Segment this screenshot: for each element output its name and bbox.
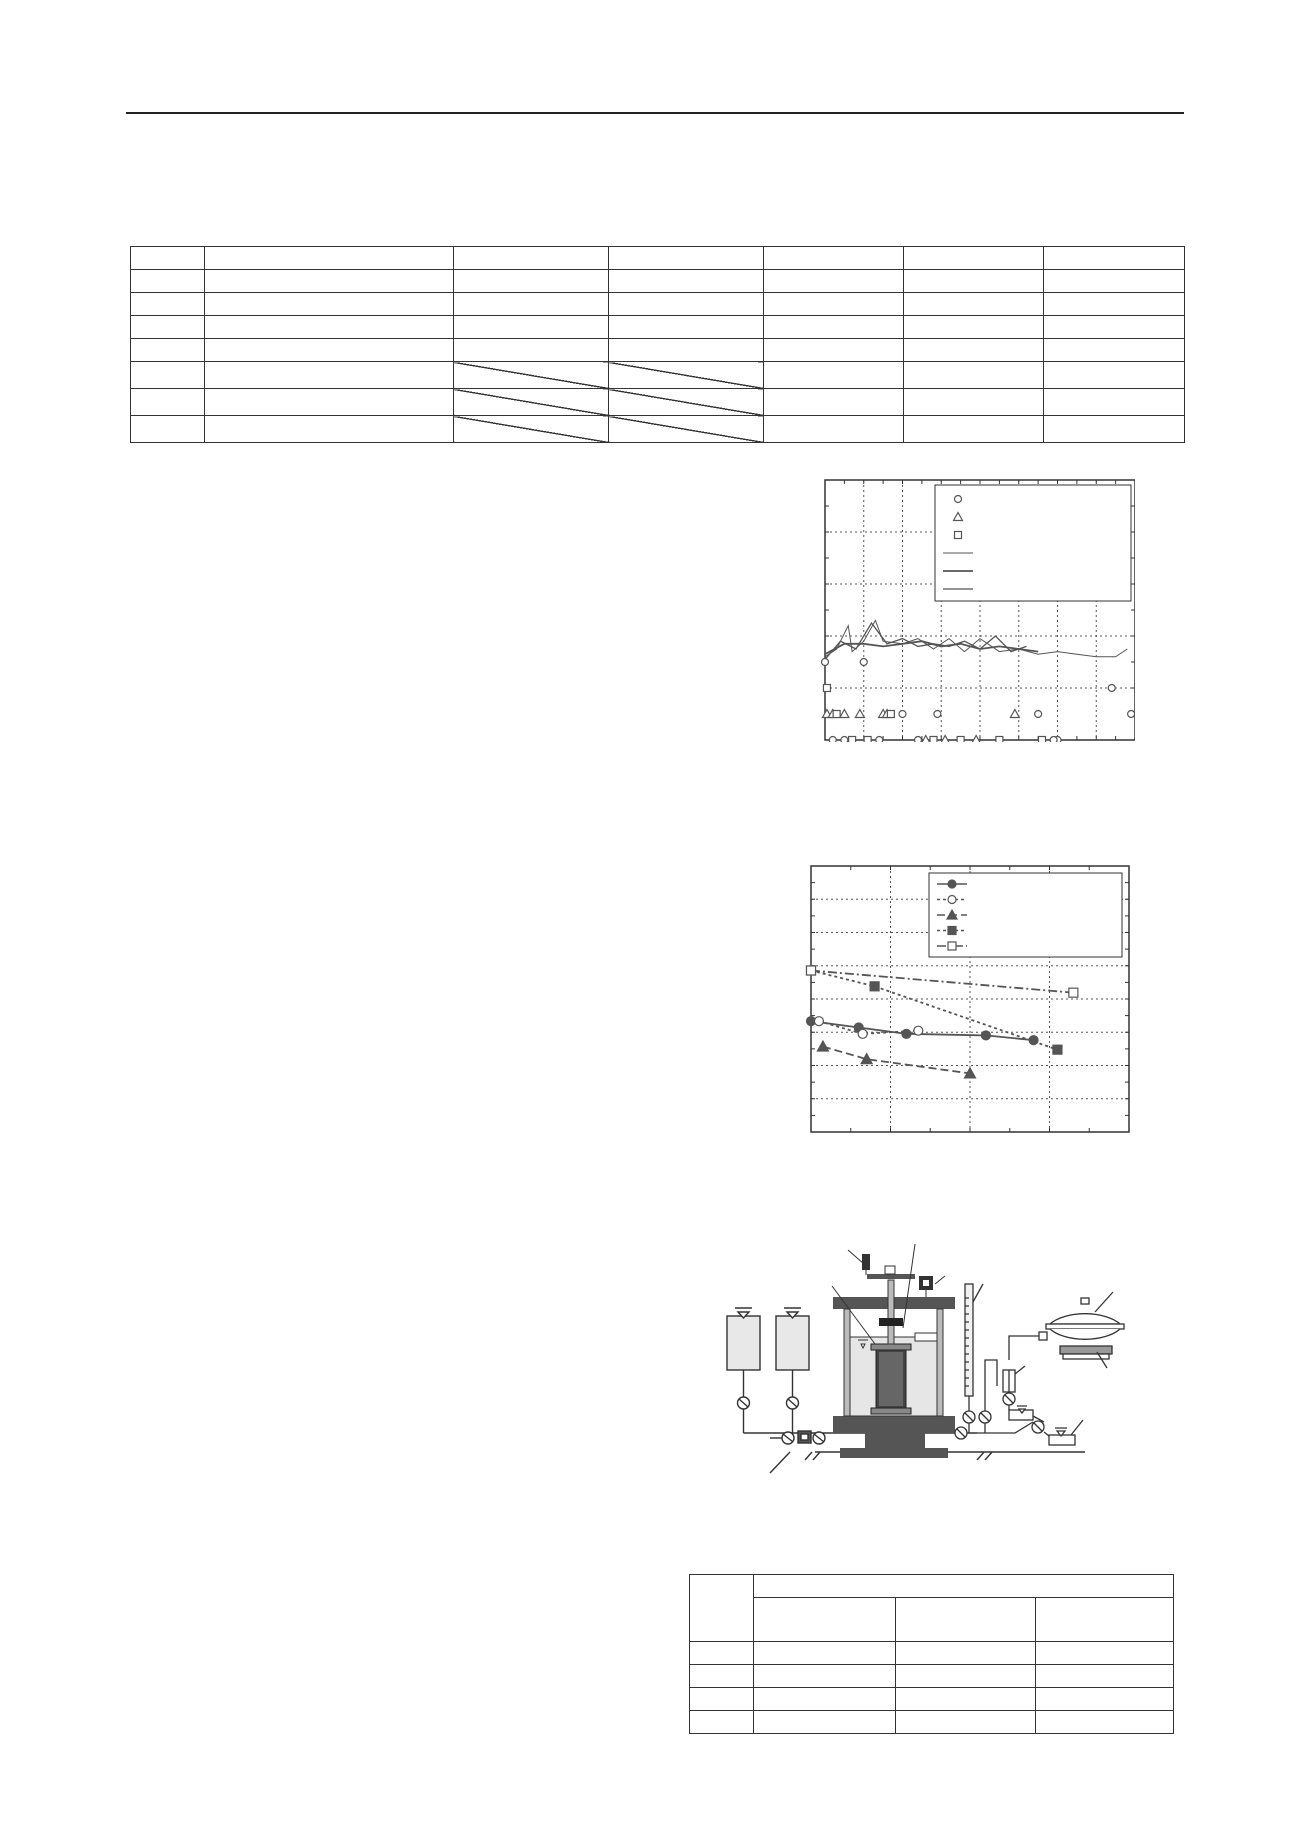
table-cell xyxy=(1036,1688,1174,1711)
table-cell xyxy=(131,362,205,389)
table-cell xyxy=(764,416,904,443)
table-cell xyxy=(904,293,1044,316)
table-cell xyxy=(1036,1665,1174,1688)
table-row xyxy=(131,247,1185,270)
table2-header-cell xyxy=(896,1598,1036,1642)
data-point-circle-open xyxy=(860,659,867,666)
table-cell xyxy=(131,247,205,270)
table-cell xyxy=(609,362,764,389)
table-cell xyxy=(454,293,609,316)
data-point-square-open xyxy=(864,737,871,743)
table-cell xyxy=(754,1711,896,1734)
figure-1-line-chart xyxy=(805,470,1135,742)
table-row xyxy=(131,339,1185,362)
legend-swatch xyxy=(948,942,956,950)
table-cell xyxy=(1044,316,1185,339)
table-cell xyxy=(1044,270,1185,293)
table-row xyxy=(690,1642,1174,1665)
data-point-circle-open xyxy=(814,1017,823,1026)
table-cell xyxy=(896,1665,1036,1688)
legend-swatch xyxy=(948,880,956,888)
data-point-square-open xyxy=(807,966,816,975)
table-row xyxy=(131,270,1185,293)
data-point-circle-filled xyxy=(981,1031,990,1040)
legend-swatch xyxy=(955,496,962,503)
table-cell xyxy=(454,316,609,339)
table-cell xyxy=(904,389,1044,416)
header-rule xyxy=(126,112,1184,114)
table-cell xyxy=(904,270,1044,293)
table-cell xyxy=(131,293,205,316)
table-row xyxy=(690,1665,1174,1688)
data-point-square-open xyxy=(957,737,964,743)
table-cell xyxy=(205,416,454,443)
data-point-circle-open xyxy=(1035,711,1042,718)
legend-swatch xyxy=(955,532,962,539)
table2-header-corner xyxy=(690,1575,754,1642)
figure-2-line-chart xyxy=(793,852,1133,1134)
data-point-circle-open xyxy=(841,737,848,743)
table-cell xyxy=(904,416,1044,443)
reservoir-tank-left xyxy=(727,1308,760,1433)
table-cell xyxy=(1036,1711,1174,1734)
table-cell xyxy=(205,293,454,316)
data-point-square-filled xyxy=(870,982,879,991)
table-cell xyxy=(131,416,205,443)
figure-3-apparatus-diagram xyxy=(715,1240,1135,1480)
table-cell xyxy=(1044,293,1185,316)
table-cell xyxy=(904,247,1044,270)
table-cell xyxy=(904,362,1044,389)
table-cell xyxy=(454,247,609,270)
table-cell xyxy=(764,316,904,339)
data-point-circle-open xyxy=(876,737,883,743)
legend-swatch xyxy=(948,896,956,904)
table-cell xyxy=(904,339,1044,362)
data-point-square-open xyxy=(930,737,937,743)
table-cell xyxy=(690,1665,754,1688)
table-cell xyxy=(1044,416,1185,443)
table-cell xyxy=(609,389,764,416)
legend-swatch xyxy=(948,927,956,935)
triaxial-cell xyxy=(832,1244,955,1458)
reservoir-tank-right xyxy=(776,1308,809,1433)
table-cell xyxy=(690,1688,754,1711)
data-point-square-open xyxy=(887,711,894,718)
table2-header-group xyxy=(754,1575,1174,1598)
table-cell xyxy=(764,362,904,389)
table-cell xyxy=(764,247,904,270)
table-cell xyxy=(454,389,609,416)
table-cell xyxy=(131,339,205,362)
table-cell xyxy=(205,362,454,389)
data-point-circle-open xyxy=(915,737,922,743)
table-cell xyxy=(754,1665,896,1688)
table-cell xyxy=(131,389,205,416)
data-point-square-open xyxy=(849,737,856,743)
table-cell xyxy=(205,339,454,362)
data-point-circle-open xyxy=(1050,737,1057,743)
table-row xyxy=(131,389,1185,416)
table-cell xyxy=(1044,362,1185,389)
table-row xyxy=(131,316,1185,339)
legend-box xyxy=(929,873,1122,957)
table-cell xyxy=(896,1711,1036,1734)
data-point-circle-open xyxy=(934,711,941,718)
table-cell xyxy=(609,270,764,293)
table-cell xyxy=(609,247,764,270)
table-cell xyxy=(690,1642,754,1665)
table-cell xyxy=(205,270,454,293)
table-cell xyxy=(609,416,764,443)
table-cell xyxy=(454,416,609,443)
table-cell xyxy=(690,1711,754,1734)
data-point-square-open xyxy=(996,737,1003,743)
table-cell xyxy=(131,270,205,293)
data-table-2 xyxy=(689,1574,1174,1734)
table-cell xyxy=(609,339,764,362)
table-cell xyxy=(764,339,904,362)
table-row xyxy=(690,1711,1174,1734)
table-cell xyxy=(896,1642,1036,1665)
table-cell xyxy=(1044,389,1185,416)
table-cell xyxy=(764,270,904,293)
table-cell xyxy=(764,389,904,416)
table-row xyxy=(690,1688,1174,1711)
table-row xyxy=(131,362,1185,389)
burette xyxy=(955,1284,997,1439)
table-cell xyxy=(904,316,1044,339)
table-cell xyxy=(896,1688,1036,1711)
data-point-square-open xyxy=(1039,737,1046,743)
table-cell xyxy=(205,389,454,416)
legend-box xyxy=(935,485,1131,601)
table-cell xyxy=(205,247,454,270)
table-cell xyxy=(754,1642,896,1665)
table-cell xyxy=(454,362,609,389)
data-point-circle-open xyxy=(914,1026,923,1035)
table-cell xyxy=(609,316,764,339)
data-point-circle-open xyxy=(822,659,829,666)
table2-header-cell xyxy=(754,1598,896,1642)
table-cell xyxy=(131,316,205,339)
data-point-square-open xyxy=(823,685,830,692)
air-compressor xyxy=(1039,1292,1124,1368)
table-cell xyxy=(454,270,609,293)
data-point-circle-open xyxy=(858,1029,867,1038)
data-point-circle-open xyxy=(899,711,906,718)
table-cell xyxy=(764,293,904,316)
table-cell xyxy=(609,293,764,316)
table-cell xyxy=(1044,339,1185,362)
data-point-square-filled xyxy=(1053,1045,1062,1054)
table-row xyxy=(131,293,1185,316)
data-table-1 xyxy=(130,246,1185,443)
data-point-square-open xyxy=(833,711,840,718)
data-point-circle-open xyxy=(829,737,836,743)
table2-header-cell xyxy=(1036,1598,1174,1642)
table-row xyxy=(131,416,1185,443)
table-cell xyxy=(1044,247,1185,270)
data-point-circle-open xyxy=(1128,711,1135,718)
table-cell xyxy=(754,1688,896,1711)
data-point-square-open xyxy=(1069,988,1078,997)
table-cell xyxy=(454,339,609,362)
data-point-circle-open xyxy=(1108,685,1115,692)
table-cell xyxy=(1036,1642,1174,1665)
table-cell xyxy=(205,316,454,339)
